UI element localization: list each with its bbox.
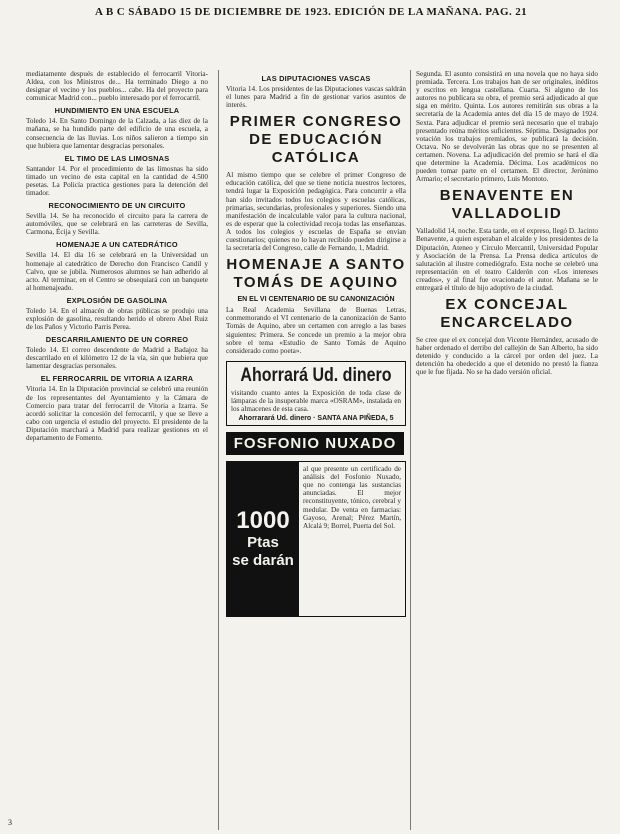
column-left (26, 70, 208, 444)
headline-ferrocarril: EL FERROCARRIL DE VITORIA A IZARRA (40, 374, 194, 384)
article-body: Santander 14. Por el procedimiento de las limosnas ha sido timado un vecino de esta capital en la cantidad de 4.500 pesetas. La Policía practica gestiones para la detención del timador. (26, 164, 208, 198)
article-body: Toledo 14. El correo descendente de Madrid a Badajoz ha descarrilado en el kilómetro 12 de la vía, sin que hubiera que lamentar desgracias personales. (26, 346, 208, 371)
headline-hundimiento: HUNDIMIENTO EN UNA ESCUELA (54, 106, 180, 116)
ad-body: visitando cuanto antes la Exposición de toda clase de lámparas de la insuperable marca «OSRAM», instalada en los almacenes de esta casa. (231, 388, 401, 413)
column-divider (410, 70, 411, 830)
ad-reward-currency: Ptas (247, 534, 279, 552)
headline-limosnas: EL TIMO DE LAS LIMOSNAS (64, 153, 170, 163)
headline-diputaciones: LAS DIPUTACIONES VASCAS (261, 74, 371, 83)
article-body: La Real Academia Sevillana de Buenas Letras, conmemorando el VI centenario de la canonización de Santo Tomás de Aquino, abre un certamen con arreglo a las bases siguientes: Primera. Se concede un premio a la mejor obra sobre el tema «Estudio de Santo Tomás de Aquino considerado como poeta». (226, 306, 406, 355)
headline-circuito: RECONOCIMIENTO DE UN CIRCUITO (48, 201, 186, 211)
article-body: Segunda. El asunto consistirá en una novela que no haya sido premiada. Tercera. Los trabajos han de ser originales, inéditos y escritos en lengua castellana. Cuarta. Si alguno de los autores no publicara su obra, el premio será adjudicado al que siga en mérito. Quinta. Los autores remitirán sus obras a la secretaría de la Academia antes del día 15 de mayo de 1924. Sexta. Para adjudicar el premio será necesario que el trabajo presentado reúna méritos suficientes. Séptima. Designados por votación los trabajos premiados, se publicará la decisión. Octava. No se devolverán las obras que no se presenten al certamen. Novena. La adjudicación del premio se hará el día que determine la Academia. Décima. Los académicos no pueden tomar parte en el certamen. El director, Jerónimo Armario; el secretario primero, Luis Montoto. (416, 70, 598, 184)
article-body: Vitoria 14. Los presidentes de las Diputaciones vascas saldrán el lunes para Madrid a fin de gestionar varios asuntos de interés. (226, 85, 406, 110)
article-body: Se cree que el ex concejal don Vicente Hernández, acusado de haber ordenado el derribo del callejón de San Alberto, ha sido detenido y conducido a la cárcel por orden del juez. La detención ha obedecido a que el detenido no prestó la fianza que le fue fijada. No se ha dado versión oficial. (416, 336, 598, 377)
headline-congreso: PRIMER CONGRESO DE EDUCACIÓN CATÓLICA (229, 113, 403, 167)
headline-benavente: BENAVENTE EN VALLADOLID (439, 187, 575, 223)
headline-santo-tomas: HOMENAJE A SANTO TOMÁS DE AQUINO (226, 256, 406, 292)
headline-concejal: EX CONCEJAL ENCARCELADO (440, 296, 574, 332)
column-center (226, 70, 406, 617)
ad-reward-caption: se darán (232, 552, 294, 570)
ad-body-box (299, 462, 405, 616)
article-body: Vitoria 14. En la Diputación provincial se celebró una reunión de los representantes del Ayuntamiento y la Cámara de Comercio para tratar del ferrocarril de Vitoria a Izarra. Se acordó solicitar la concesión del ferrocarril, y que se lleve a cabo con urgencia el estudio del proyecto. El presidente de la Diputación marchará a Madrid para realizar gestiones en el departamento de Fomento. (26, 385, 208, 442)
ad-fosfonio-title: FOSFONIO NUXADO (226, 432, 404, 455)
ad-footer: Ahorrarará Ud. dinero · SANTA ANA PIÑEDA, 5 (238, 415, 394, 423)
article-body: Al mismo tiempo que se celebre el primer Congreso de educación católica, del que se tiene noticia nuestros lectores, tendrá lugar la Exposición pedagógica. Para concurrir a ella han sido invitados todos los colegios y escuelas católicas, primarias, secundarias, profesionales y superiores. Siendo una manifestación de incalculable valor para la cultura nacional, es de esperar que la colectividad recoja todas las enseñanzas. A todos los colegios y escuelas de España se envían cuestionarios; quienes no lo hayan recibido pueden dirigirse a la secretaría del Congreso, calle de Fernando, 1, Madrid. (226, 171, 406, 253)
article-body: Sevilla 14. El día 16 se celebrará en la Universidad un homenaje al catedrático de Derecho don Francisco Candil y Calvo, que se jubila. Numerosos alumnos se han adherido al acto. Al terminar, en el Centro se obsequiará con un banquete al homenajeado. (26, 251, 208, 292)
page-header: A B C SÁBADO 15 DE DICIEMBRE DE 1923. EDICIÓN DE LA MAÑANA. PAG. 21 (94, 6, 528, 18)
article-intro: mediatamente después de establecido el ferrocarril Vitoria-Aldea, con los Ministros de... Ha terminado Diego a no designar el vecino y los pueblos... cabe. Ha del proyecto para comunicar Madrid con... pueblo interesado por el ferrocarril. (26, 70, 208, 103)
ad-headline: Ahorrará Ud. dinero (240, 364, 392, 386)
article-body: Sevilla 14. Se ha reconocido el circuito para la carrera de automóviles, que se celebrará en las carreteras de Sevilla, Carmona, Écija y Sevilla. (26, 212, 208, 237)
ad-reward-amount: 1000 (236, 507, 290, 535)
column-right (416, 70, 598, 379)
column-divider (218, 70, 219, 830)
headline-explosion: EXPLOSIÓN DE GASOLINA (66, 295, 168, 305)
subheadline: EN EL VI CENTENARIO DE SU CANONIZACIÓN (237, 296, 395, 304)
article-body: Toledo 14. En Santo Domingo de la Calzada, a las diez de la mañana, se ha hundido parte del edificio de una escuela, a consecuencia de las lluvias. Los niños salieron a tiempo sin que hubiera que lamentar desgracias personales. (26, 117, 208, 150)
headline-correo: DESCARRILAMIENTO DE UN CORREO (45, 335, 189, 345)
headline-catedratico: HOMENAJE A UN CATEDRÁTICO (56, 240, 178, 250)
ad-body: al que presente un certificado de análisis del Fosfonio Nuxado, que no contenga las sustancias anunciadas. El mejor reconstituyente, tónico, cerebral y medular. De venta en farmacias: Gayoso, Arenal; Pérez Martín, Alcalá 9; Borrel, Puerta del Sol. (303, 465, 401, 530)
advertisement-osram (226, 361, 406, 426)
advertisement-fosfonio (226, 461, 406, 617)
page-number: 3 (8, 818, 12, 827)
article-body: Toledo 14. En el almacén de obras públicas se produjo una explosión de gasolina, resultando herido el obrero Abel Ruiz de los Paños y Victorio Parris Perea. (26, 306, 208, 332)
article-body: Valladolid 14, noche. Esta tarde, en el expreso, llegó D. Jacinto Benavente, a quien esperaban el alcalde y los presidentes de la Diputación, Ateneo y Círculo Mercantil, Universidad Popular y Asociación de la Prensa. La Prensa dedica artículos de salutación al ilustre comediógrafo. Esta noche se celebró una representación en el teatro Calderón con «Los intereses creados», y al final fue ovacionado el autor. Mañana se le entregará el título de hijo adoptivo de la ciudad. (416, 227, 598, 292)
ad-reward-box (227, 462, 299, 616)
